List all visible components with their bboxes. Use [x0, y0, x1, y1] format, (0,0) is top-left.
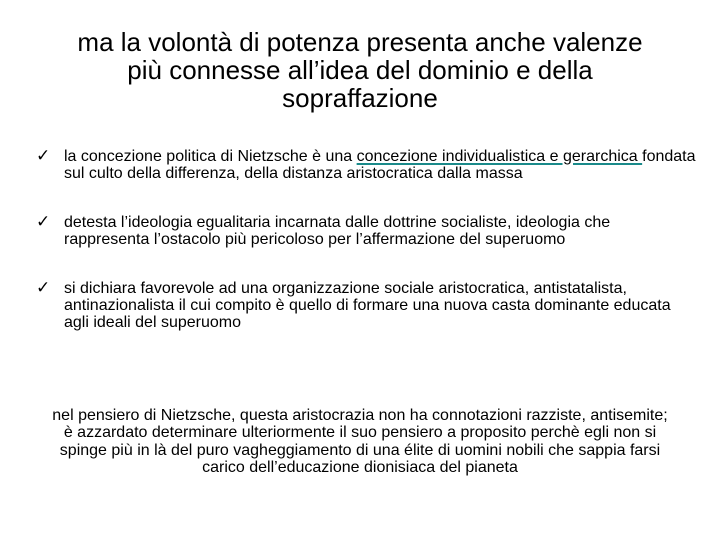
- bullet-item-egalitarian-ideology: [36, 214, 696, 248]
- bullet-text: [64, 148, 696, 182]
- bullet-text: detesta l’ideologia egualitaria incarnata dalle dottrine socialiste, ideologia che rappresenta l’ostacolo più pericoloso per l’affermazione del superuomo: [64, 214, 611, 248]
- bullet-item-political-conception: [36, 148, 696, 182]
- title-line-2: più connesse all’idea del dominio e della: [127, 55, 593, 85]
- checkmark-icon: ✓: [36, 146, 51, 165]
- bullet-list: [36, 148, 696, 331]
- checkmark-icon: ✓: [36, 212, 51, 231]
- title-line-1: ma la volontà di potenza presenta anche valenze: [77, 27, 643, 57]
- closing-paragraph: nel pensiero di Nietzsche, questa aristocrazia non ha connotazioni razziste, antisemite; è azzardato determinare ulteriormente il suo pensiero a proposito perchè egli non si spinge più in là del puro vagheggiamento di una élite di uomini nobili che sappia farsi carico dell’educazione dionisiaca del pianeta: [52, 407, 668, 477]
- slide-title: [40, 28, 680, 112]
- title-line-3: sopraffazione: [282, 83, 438, 113]
- bullet-item-aristocratic-organization: [36, 280, 696, 331]
- bullet-text-after-link: fondata sul culto della differenza, della distanza aristocratica dalla massa: [64, 148, 696, 182]
- bullet-text: si dichiara favorevole ad una organizzazione sociale aristocratica, antistatalista, antinazionalista il cui compito è quello di formare una nuova casta dominante educata agli ideali del superuomo: [64, 280, 671, 331]
- checkmark-icon: ✓: [36, 278, 51, 297]
- concezione-link[interactable]: concezione individualistica e gerarchica: [356, 148, 643, 165]
- bullet-text-before-link: la concezione politica di Nietzsche è una: [64, 148, 357, 165]
